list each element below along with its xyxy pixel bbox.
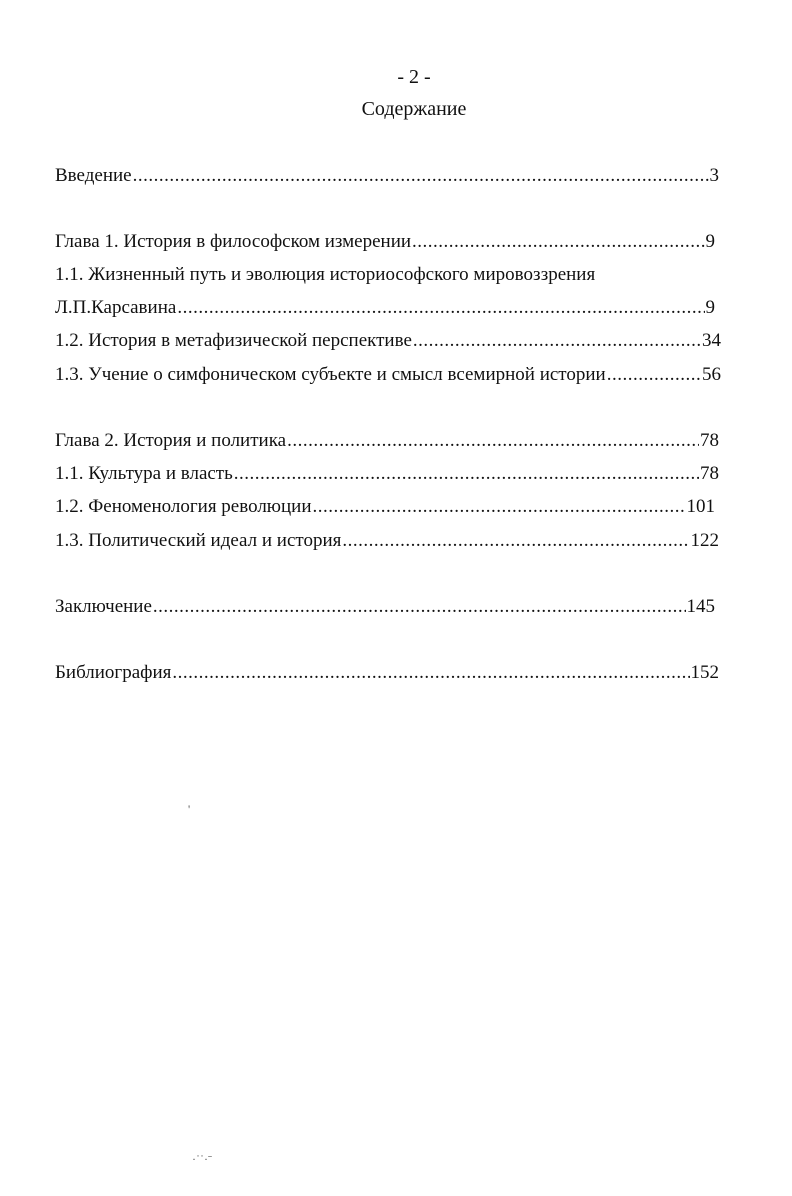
toc-entry-label: Л.П.Карсавина [55, 297, 177, 318]
toc-leader-dots [172, 661, 689, 685]
toc-entry-page: 9 [705, 297, 715, 318]
scan-artifact: ' [188, 802, 191, 816]
toc-title: Содержание [361, 98, 467, 120]
toc-entry-label: Глава 1. История в философском измерении [55, 231, 412, 252]
toc-entry-page: 101 [686, 496, 715, 517]
toc-leader-dots [287, 429, 699, 453]
page-number: - 2 - [397, 66, 431, 88]
toc-entry-bibliography [55, 661, 719, 685]
toc-leader-dots [133, 164, 709, 188]
toc-entry-label: 1.1. Культура и власть [55, 463, 233, 484]
toc-entry-page: 34 [702, 330, 721, 351]
toc-entry-chapter-1 [55, 230, 715, 254]
toc-entry-page: 78 [700, 430, 719, 451]
toc-leader-dots [234, 462, 699, 486]
toc-leader-dots [413, 329, 701, 353]
toc-entry-section-1-1 [55, 296, 715, 320]
toc-leader-dots [412, 230, 704, 254]
toc-entry-section-1-2 [55, 329, 721, 353]
toc-entry-label: 1.3. Учение о симфоническом субъекте и смысл всемирной истории [55, 364, 606, 385]
toc-entry-label: Введение [55, 165, 132, 186]
toc-leader-dots [177, 296, 704, 320]
toc-entry-page: 122 [690, 530, 719, 551]
toc-leader-dots [607, 363, 701, 387]
toc-entry-introduction [55, 164, 719, 188]
toc-entry-section-2-1 [55, 462, 719, 486]
toc-entry-section-2-2 [55, 495, 715, 519]
toc-entry-chapter-2 [55, 429, 719, 453]
toc-entry-section-1-3 [55, 363, 721, 387]
toc-leader-dots [313, 495, 686, 519]
toc-entry-section-2-3 [55, 529, 719, 553]
toc-entry-section-1-1-line1: 1.1. Жизненный путь и эволюция историософского мировоззрения [55, 264, 596, 285]
toc-entry-label: Заключение [55, 596, 152, 617]
toc-entry-page: 3 [709, 165, 719, 186]
toc-entry-page: 152 [690, 662, 719, 683]
toc-entry-label: Глава 2. История и политика [55, 430, 287, 451]
toc-entry-page: 56 [702, 364, 721, 385]
toc-entry-page: 78 [700, 463, 719, 484]
toc-entry-label: Библиография [55, 662, 172, 683]
toc-entry-label: 1.3. Политический идеал и история [55, 530, 342, 551]
scan-artifact: ·˙˙·ˉ [192, 1152, 212, 1166]
toc-entry-page: 145 [686, 596, 715, 617]
toc-leader-dots [153, 595, 686, 619]
toc-entry-conclusion [55, 595, 715, 619]
toc-leader-dots [342, 529, 689, 553]
toc-entry-label: 1.2. Феноменология революции [55, 496, 312, 517]
toc-entry-page: 9 [705, 231, 715, 252]
toc-entry-label: 1.2. История в метафизической перспективе [55, 330, 412, 351]
